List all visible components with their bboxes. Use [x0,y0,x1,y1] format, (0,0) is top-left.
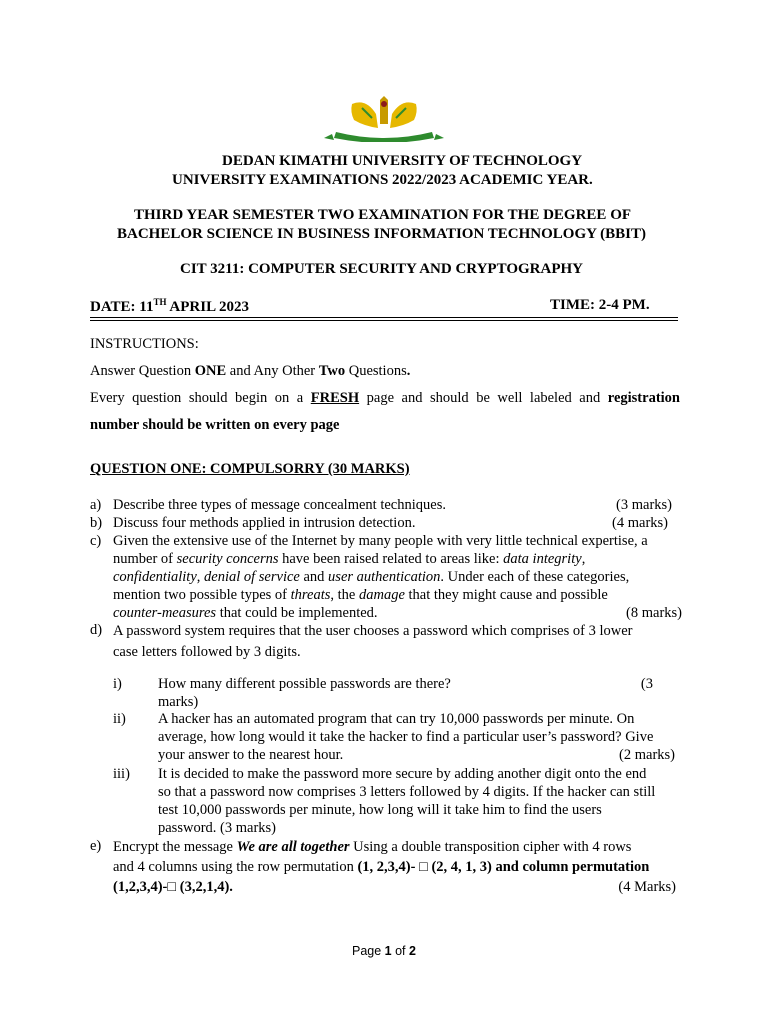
instructions-title: INSTRUCTIONS: [90,336,199,352]
exam-time: TIME: 2-4 PM. [550,297,650,313]
page-number: Page 1 of 2 [352,944,416,958]
question-d-i: i) How many different possible passwords are there? (3 marks) [113,676,653,710]
university-logo [322,94,446,142]
header-rule [90,317,678,318]
section-title: QUESTION ONE: COMPULSORRY (30 MARKS) [90,461,410,477]
instruction-line-3: number should be written on every page [90,417,340,433]
course-title: CIT 3211: COMPUTER SECURITY AND CRYPTOGRAPHY [180,261,583,277]
instruction-line-1: Answer Question ONE and Any Other Two Questions. [90,363,411,379]
question-d-ii: ii) A hacker has an automated program that can try 10,000 passwords per minute. On average, how long would it take the hacker to find a particular user’s password? Give your answer to the nearest hour. (2 marks) [113,711,675,763]
instruction-line-2: Every question should begin on a FRESH page and should be well labeled and registration [90,390,680,406]
exam-title-line2: BACHELOR SCIENCE IN BUSINESS INFORMATION TECHNOLOGY (BBIT) [117,226,646,242]
question-b: b) Discuss four methods applied in intrusion detection. (4 marks) [90,515,668,531]
question-c: c) Given the extensive use of the Internet by many people with very little technical expertise, a number of security concerns have been raised related to areas like: data integrity, confidentiality, denial of service and user authentication. Under each of these categories, mention two possible types of threats, the damage that they might cause and possible counter-measures that could be implemented. (8 marks) [90,533,682,621]
exam-title-line1: THIRD YEAR SEMESTER TWO EXAMINATION FOR THE DEGREE OF [134,207,632,223]
university-name: DEDAN KIMATHI UNIVERSITY OF TECHNOLOGY [222,153,583,169]
question-e: e) Encrypt the message We are all together Using a double transposition cipher with 4 rows and 4 columns using the row permutation (1, 2,3,4)- □ (2, 4, 1, 3) and column permutation (1,2,3,4)-□ (3,2,1,4). (4 Marks) [90,838,676,895]
question-d-iii: iii) It is decided to make the password more secure by adding another digit onto the end so that a password now comprises 3 letters followed by 4 digits. If the hacker can still test 10,000 passwords per minute, how long will it take him to find the users password. (3 marks) [113,766,656,836]
question-a: a) Describe three types of message concealment techniques. (3 marks) [90,497,672,513]
header-rule-double [90,320,678,321]
question-d: d) A password system requires that the user chooses a password which comprises of 3 lower case letters followed by 3 digits. [90,622,633,660]
exam-date: DATE: 11TH APRIL 2023 [90,297,250,315]
exam-session: UNIVERSITY EXAMINATIONS 2022/2023 ACADEMIC YEAR. [172,172,593,188]
